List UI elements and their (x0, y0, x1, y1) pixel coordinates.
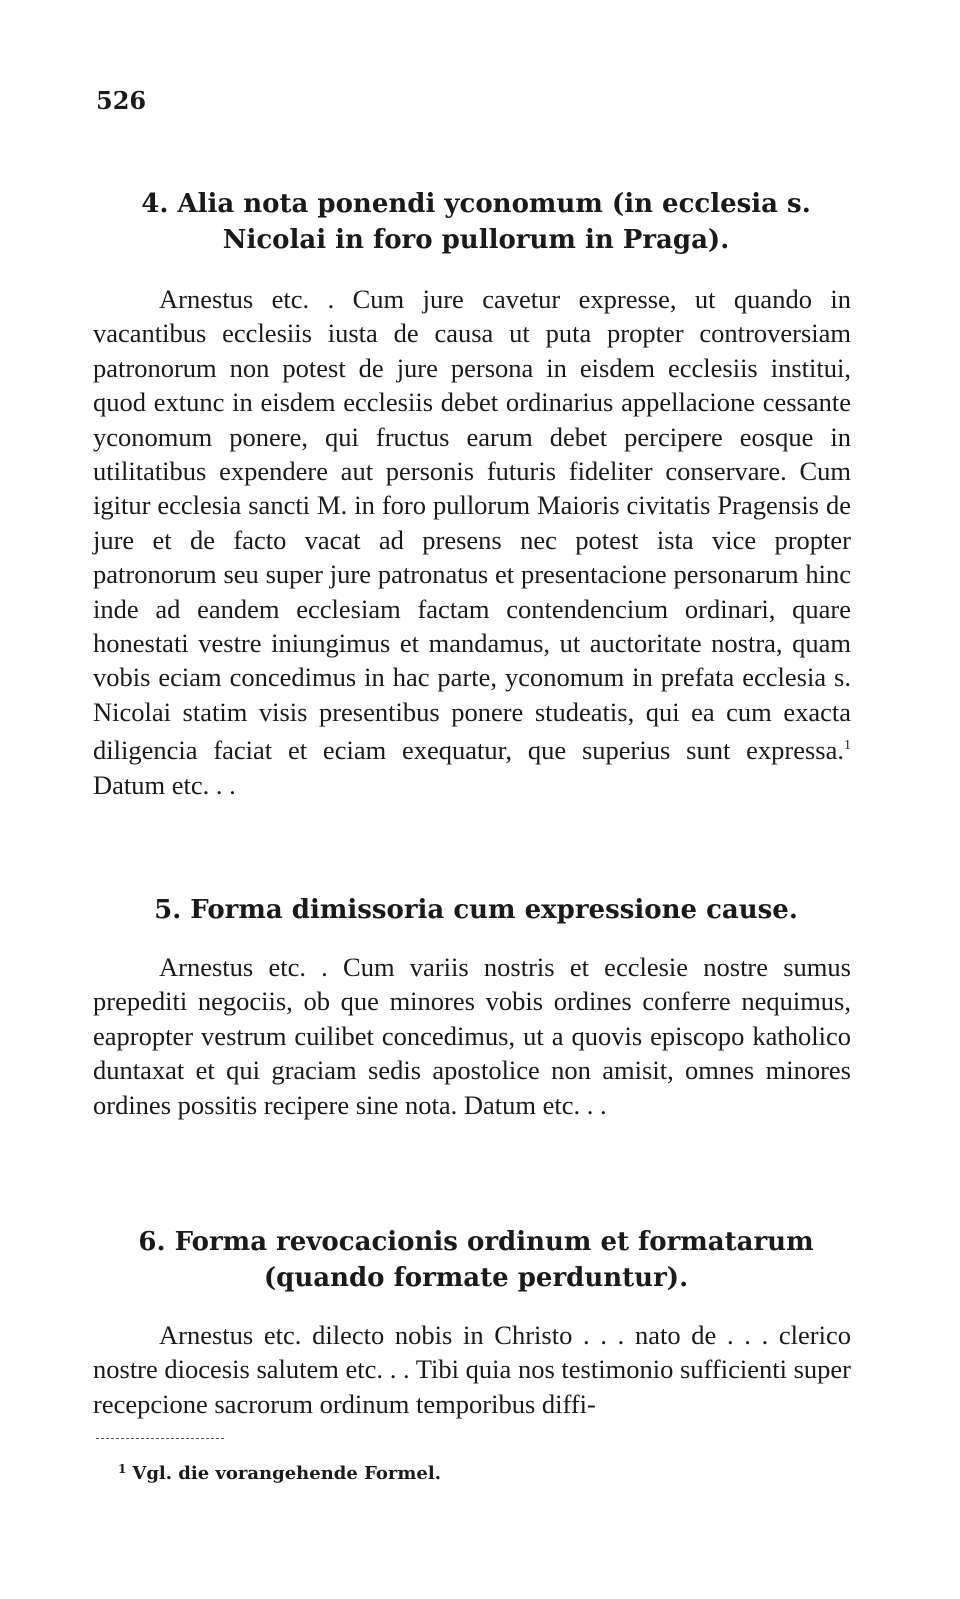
page-number: 526 (96, 86, 147, 115)
section-heading-6: 6. Forma revocacionis ordinum et formatarum (quando formate perduntur). (138, 1227, 814, 1293)
footnote-divider (96, 1438, 224, 1439)
section-heading-5: 5. Forma dimissoria cum expressione cause. (154, 895, 798, 925)
footnote-number: 1 (118, 1462, 127, 1476)
section-heading-4: 4. Alia nota ponendi yconomum (in ecclesia s. Nicolai in foro pullorum in Praga). (141, 189, 811, 255)
footnote (118, 1462, 441, 1484)
section-paragraph-6: Arnestus etc. dilecto nobis in Christo . . . nato de . . . clerico nostre diocesis salutem etc. . . Tibi quia nos testimonio sufficienti super recepcione sacrorum ordinum temporibus diffi- (93, 1320, 851, 1419)
paragraph-end: Datum etc. . . (93, 769, 236, 800)
paragraph-text: Arnestus etc. . Cum jure cavetur expresse, ut quando in vacantibus ecclesiis iusta de causa ut puta propter controversiam patronorum non potest de jure persona in eisdem ecclesiis institui, quod extunc in eisdem ecclesiis debet ordinarius appellacione cessante yconomum ponere, qui fructus earum debet percipere eosque in utilitatibus expendere aut personis futuris fideliter conservare. Cum igitur ecclesia sancti M. in foro pullorum Maioris civitatis Pragensis de jure et de facto vacat ad presens nec potest ista vice propter patronorum seu super jure patronatus et presentacione personarum hinc inde ad eandem ecclesiam factam contendencium ordinari, quare honestati vestre iniungimus et mandamus, ut auctoritate nostra, quam vobis eciam concedimus in hac parte, yconomum in prefata ecclesia s. Nicolai statim visis presentibus ponere studeatis, qui ea cum exacta diligencia faciat et eciam exequatur, que superius sunt expressa. (93, 284, 851, 766)
footnote-marker: 1 (844, 738, 851, 754)
section-paragraph-5: Arnestus etc. . Cum variis nostris et ecclesie nostre sumus prepediti negociis, ob que minores vobis ordines conferre nequimus, eapropter vestrum cuilibet concedimus, ut a quovis episcopo katholico duntaxat et qui graciam sedis apostolice non amisit, omnes minores ordines possitis recipere sine nota. Datum etc. . . (93, 952, 851, 1120)
section-paragraph-4 (93, 282, 851, 802)
footnote-text: Vgl. die vorangehende Formel. (132, 1463, 441, 1484)
